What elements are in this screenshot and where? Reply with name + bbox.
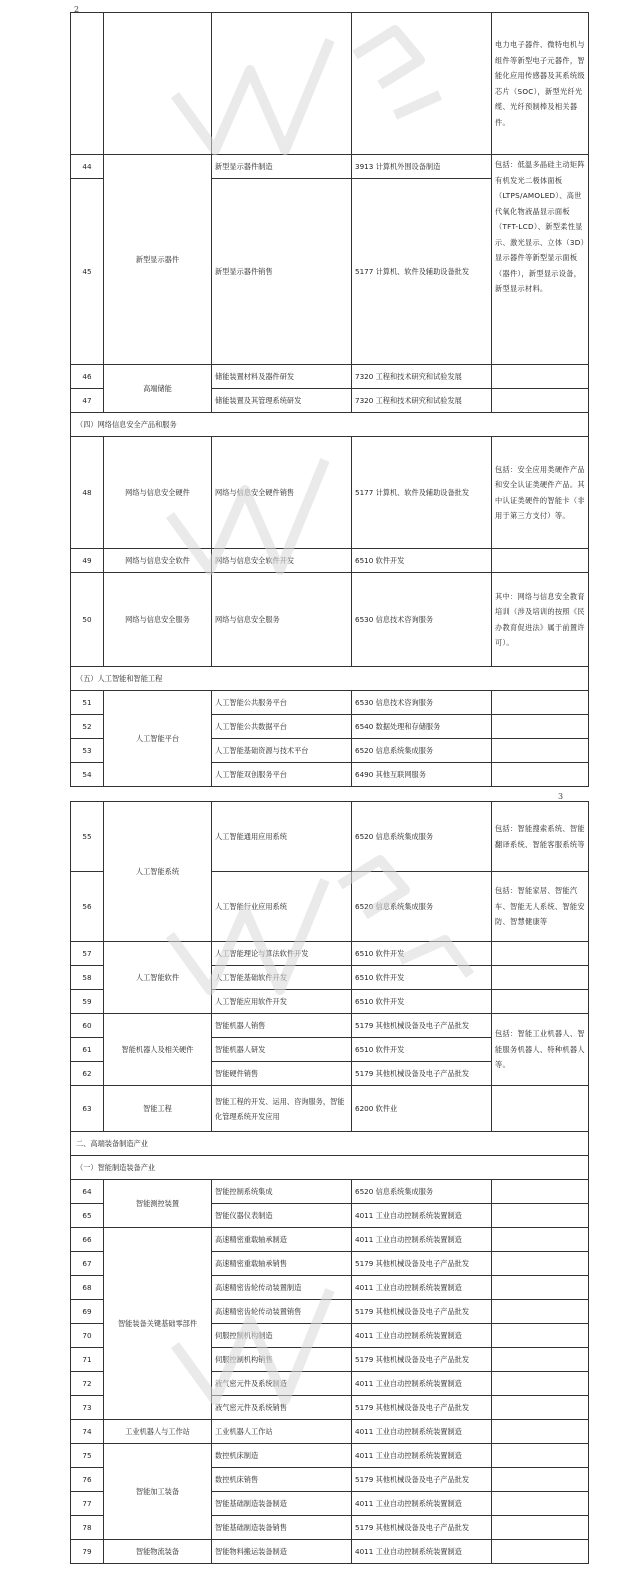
- industry-code: 4011 工业自动控制系统装置制造: [352, 1492, 492, 1516]
- note-cell: 包括：安全应用类硬件产品和安全认证类硬件产品。其中认证类硬件的智能卡（非用于第三方支付）等。: [492, 437, 589, 549]
- section-row: [71, 1132, 589, 1156]
- category-cell: 人工智能软件: [104, 942, 212, 1014]
- note-cell: [492, 966, 589, 990]
- item-name: 数控机床销售: [212, 1468, 352, 1492]
- item-name: 人工智能理论与算法软件开发: [212, 942, 352, 966]
- industry-code: 7320 工程和技术研究和试验发展: [352, 389, 492, 413]
- item-name: 智能基础制造装备制造: [212, 1492, 352, 1516]
- note-cell: [492, 1252, 589, 1276]
- table-row: [71, 155, 589, 179]
- industry-code: [352, 13, 492, 155]
- item-name: 储能装置材料及器件研发: [212, 365, 352, 389]
- row-number: 77: [71, 1492, 104, 1516]
- item-name: 人工智能双创服务平台: [212, 763, 352, 787]
- note-cell: [492, 1444, 589, 1468]
- item-name: 新型显示器件制造: [212, 155, 352, 179]
- item-name: 高速精密齿轮传动装置销售: [212, 1300, 352, 1324]
- note-cell: [492, 1086, 589, 1132]
- note-cell: [492, 389, 589, 413]
- table-row: [71, 1014, 589, 1038]
- industry-code: 5179 其他机械设备及电子产品批发: [352, 1300, 492, 1324]
- table-row: [71, 437, 589, 549]
- item-name: 人工智能行业应用系统: [212, 872, 352, 942]
- note-cell: 包括：智能搜索系统、智能翻译系统、智能客服系统等: [492, 802, 589, 872]
- category-cell: 人工智能平台: [104, 691, 212, 787]
- row-number: 60: [71, 1014, 104, 1038]
- row-number: 79: [71, 1540, 104, 1564]
- industry-code: 5179 其他机械设备及电子产品批发: [352, 1516, 492, 1540]
- item-name: 人工智能基础资源与技术平台: [212, 739, 352, 763]
- section-row: [71, 1156, 589, 1180]
- row-number: 49: [71, 549, 104, 573]
- row-number: 48: [71, 437, 104, 549]
- note-cell: [492, 549, 589, 573]
- row-number: 68: [71, 1276, 104, 1300]
- item-name: 网络与信息安全服务: [212, 573, 352, 667]
- note-cell: 电力电子器件、微特电机与组件等新型电子元器件，智能化应用传感器及其系统级芯片（SOC），新型光纤光缆、光纤预制棒及相关器件。: [492, 13, 589, 155]
- section-heading: （一）智能制造装备产业: [71, 1156, 589, 1180]
- item-name: 人工智能应用软件开发: [212, 990, 352, 1014]
- row-number: 64: [71, 1180, 104, 1204]
- item-name: 高速精密齿轮传动装置制造: [212, 1276, 352, 1300]
- note-cell: [492, 1420, 589, 1444]
- item-name: 储能装置及其管理系统研发: [212, 389, 352, 413]
- industry-code: 6510 软件开发: [352, 990, 492, 1014]
- industry-code: 5179 其他机械设备及电子产品批发: [352, 1014, 492, 1038]
- industry-code: 6540 数据处理和存储服务: [352, 715, 492, 739]
- note-cell: [492, 1204, 589, 1228]
- industry-code: 7320 工程和技术研究和试验发展: [352, 365, 492, 389]
- row-number: 62: [71, 1062, 104, 1086]
- section-heading: 二、高端装备制造产业: [71, 1132, 589, 1156]
- row-number: 65: [71, 1204, 104, 1228]
- industry-code: 6520 信息系统集成服务: [352, 739, 492, 763]
- industry-code: 6510 软件开发: [352, 942, 492, 966]
- table-row: [71, 1444, 589, 1468]
- row-number: 46: [71, 365, 104, 389]
- note-cell: [492, 715, 589, 739]
- section-heading: （四）网络信息安全产品和服务: [71, 413, 589, 437]
- item-name: 伺服控制机构销售: [212, 1348, 352, 1372]
- row-number: 76: [71, 1468, 104, 1492]
- industry-code: 6520 信息系统集成服务: [352, 1180, 492, 1204]
- row-number: 66: [71, 1228, 104, 1252]
- row-number: 67: [71, 1252, 104, 1276]
- table-row: [71, 1420, 589, 1444]
- industry-code: 6510 软件开发: [352, 966, 492, 990]
- category-cell: 网络与信息安全硬件: [104, 437, 212, 549]
- section-row: [71, 413, 589, 437]
- industry-code: 6520 信息系统集成服务: [352, 802, 492, 872]
- category-cell: 新型显示器件: [104, 155, 212, 365]
- row-number: 53: [71, 739, 104, 763]
- table-row: [71, 691, 589, 715]
- item-name: 智能仪器仪表制造: [212, 1204, 352, 1228]
- note-cell: 包括：智能家居、智能汽车、智能无人系统、智能安防、智慧健康等: [492, 872, 589, 942]
- row-number: 78: [71, 1516, 104, 1540]
- row-number: 74: [71, 1420, 104, 1444]
- industry-code: 6510 软件开发: [352, 1038, 492, 1062]
- category-cell: 网络与信息安全服务: [104, 573, 212, 667]
- note-cell: [492, 1324, 589, 1348]
- row-number: 44: [71, 155, 104, 179]
- industry-code: 5179 其他机械设备及电子产品批发: [352, 1396, 492, 1420]
- category-cell: 智能装备关键基础零部件: [104, 1228, 212, 1420]
- note-cell: [492, 1468, 589, 1492]
- item-name: 人工智能基础软件开发: [212, 966, 352, 990]
- category-cell: 智能加工装备: [104, 1444, 212, 1540]
- row-number: 63: [71, 1086, 104, 1132]
- item-name: 智能工程的开发、运用、咨询服务，智能化管理系统开发应用: [212, 1086, 352, 1132]
- row-number: 71: [71, 1348, 104, 1372]
- note-cell: [492, 1372, 589, 1396]
- note-cell: [492, 691, 589, 715]
- item-name: 人工智能公共数据平台: [212, 715, 352, 739]
- item-name: 网络与信息安全硬件销售: [212, 437, 352, 549]
- table-row: [71, 1540, 589, 1564]
- row-number: [71, 13, 104, 155]
- item-name: [212, 13, 352, 155]
- note-cell: 包括：低温多晶硅主动矩阵有机发光二极体面板（LTPS/AMOLED）、高世代氧化物液晶显示面板（TFT-LCD）、新型柔性显示、激光显示、立体（3D）显示器件等新型显示面板（器件），新型显示设备，新型显示材料。: [492, 155, 589, 365]
- page-2: [0, 0, 640, 785]
- note-cell: [492, 990, 589, 1014]
- category-cell: 智能机器人及相关硬件: [104, 1014, 212, 1086]
- industry-code: 6490 其他互联网服务: [352, 763, 492, 787]
- item-name: 智能硬件销售: [212, 1062, 352, 1086]
- row-number: 70: [71, 1324, 104, 1348]
- table-row: [71, 1180, 589, 1204]
- industry-code: 4011 工业自动控制系统装置制造: [352, 1276, 492, 1300]
- section-heading: （五）人工智能和智能工程: [71, 667, 589, 691]
- row-number: 55: [71, 802, 104, 872]
- table-row: [71, 13, 589, 155]
- note-cell: [492, 1348, 589, 1372]
- row-number: 73: [71, 1396, 104, 1420]
- item-name: 液气密元件及系统销售: [212, 1396, 352, 1420]
- item-name: 高速精密重载轴承销售: [212, 1252, 352, 1276]
- note-cell: [492, 1540, 589, 1564]
- item-name: 智能机器人研发: [212, 1038, 352, 1062]
- note-cell: [492, 739, 589, 763]
- note-cell: [492, 1396, 589, 1420]
- note-cell: [492, 365, 589, 389]
- industry-code: 4011 工业自动控制系统装置制造: [352, 1420, 492, 1444]
- industry-code: 6200 软件业: [352, 1086, 492, 1132]
- category-cell: 网络与信息安全软件: [104, 549, 212, 573]
- row-number: 69: [71, 1300, 104, 1324]
- industry-code: 4011 工业自动控制系统装置制造: [352, 1228, 492, 1252]
- category-cell: 智能工程: [104, 1086, 212, 1132]
- note-cell: [492, 763, 589, 787]
- row-number: 51: [71, 691, 104, 715]
- table-page-3: [70, 801, 589, 1564]
- note-cell: [492, 1516, 589, 1540]
- item-name: 网络与信息安全软件开发: [212, 549, 352, 573]
- item-name: 液气密元件及系统制造: [212, 1372, 352, 1396]
- item-name: 智能基础制造装备销售: [212, 1516, 352, 1540]
- row-number: 72: [71, 1372, 104, 1396]
- row-number: 57: [71, 942, 104, 966]
- table-row: [71, 549, 589, 573]
- industry-code: 5179 其他机械设备及电子产品批发: [352, 1062, 492, 1086]
- note-cell: [492, 1180, 589, 1204]
- industry-code: 5179 其他机械设备及电子产品批发: [352, 1468, 492, 1492]
- table-row: [71, 802, 589, 872]
- table-row: [71, 573, 589, 667]
- page-number: 3: [558, 792, 564, 801]
- industry-code: 5179 其他机械设备及电子产品批发: [352, 1252, 492, 1276]
- category-cell: 高端储能: [104, 365, 212, 413]
- industry-code: 4011 工业自动控制系统装置制造: [352, 1372, 492, 1396]
- row-number: 59: [71, 990, 104, 1014]
- category-cell: [104, 13, 212, 155]
- industry-code: 5177 计算机、软件及辅助设备批发: [352, 179, 492, 365]
- item-name: 工业机器人工作站: [212, 1420, 352, 1444]
- note-cell: [492, 942, 589, 966]
- note-cell: [492, 1492, 589, 1516]
- page-number: 2: [74, 5, 80, 14]
- note-cell: [492, 1300, 589, 1324]
- industry-code: 6510 软件开发: [352, 549, 492, 573]
- row-number: 61: [71, 1038, 104, 1062]
- industry-code: 4011 工业自动控制系统装置制造: [352, 1324, 492, 1348]
- item-name: 高速精密重载轴承制造: [212, 1228, 352, 1252]
- row-number: 52: [71, 715, 104, 739]
- item-name: 人工智能公共服务平台: [212, 691, 352, 715]
- category-cell: 智能物流装备: [104, 1540, 212, 1564]
- row-number: 50: [71, 573, 104, 667]
- item-name: 数控机床制造: [212, 1444, 352, 1468]
- industry-code: 4011 工业自动控制系统装置制造: [352, 1540, 492, 1564]
- table-row: [71, 1086, 589, 1132]
- industry-code: 6530 信息技术咨询服务: [352, 573, 492, 667]
- section-row: [71, 667, 589, 691]
- row-number: 58: [71, 966, 104, 990]
- industry-code: 5177 计算机、软件及辅助设备批发: [352, 437, 492, 549]
- row-number: 75: [71, 1444, 104, 1468]
- table-row: [71, 1228, 589, 1252]
- item-name: 伺服控制机构制造: [212, 1324, 352, 1348]
- item-name: 智能物料搬运装备制造: [212, 1540, 352, 1564]
- category-cell: 智能测控装置: [104, 1180, 212, 1228]
- note-cell: [492, 1276, 589, 1300]
- item-name: 智能控制系统集成: [212, 1180, 352, 1204]
- industry-code: 4011 工业自动控制系统装置制造: [352, 1444, 492, 1468]
- table-row: [71, 365, 589, 389]
- item-name: 智能机器人销售: [212, 1014, 352, 1038]
- note-cell: [492, 1228, 589, 1252]
- table-row: [71, 942, 589, 966]
- row-number: 56: [71, 872, 104, 942]
- row-number: 45: [71, 179, 104, 365]
- item-name: 人工智能通用应用系统: [212, 802, 352, 872]
- category-cell: 人工智能系统: [104, 802, 212, 942]
- category-cell: 工业机器人与工作站: [104, 1420, 212, 1444]
- industry-code: 6520 信息系统集成服务: [352, 872, 492, 942]
- note-cell: 包括：智能工业机器人、智能服务机器人、特种机器人等。: [492, 1014, 589, 1086]
- industry-code: 5179 其他机械设备及电子产品批发: [352, 1348, 492, 1372]
- table-page-2: [70, 12, 589, 787]
- industry-code: 6530 信息技术咨询服务: [352, 691, 492, 715]
- industry-code: 3913 计算机外围设备制造: [352, 155, 492, 179]
- page-3: [0, 790, 640, 1574]
- item-name: 新型显示器件销售: [212, 179, 352, 365]
- note-cell: 其中：网络与信息安全教育培训（涉及培训的按照《民办教育促进法》属于前置许可）。: [492, 573, 589, 667]
- row-number: 54: [71, 763, 104, 787]
- row-number: 47: [71, 389, 104, 413]
- industry-code: 4011 工业自动控制系统装置制造: [352, 1204, 492, 1228]
